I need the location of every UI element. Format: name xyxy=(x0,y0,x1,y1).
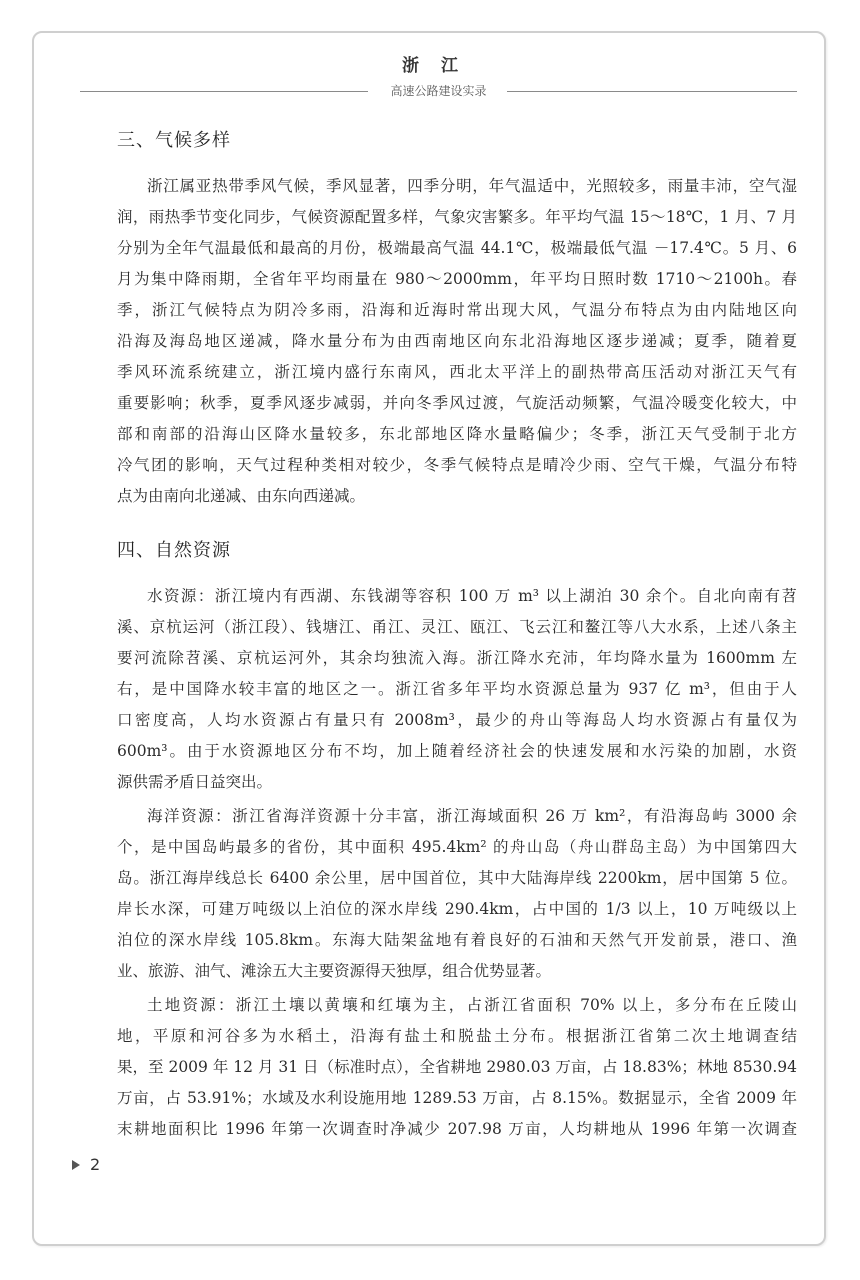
running-head xyxy=(0,56,860,76)
text-line: 岸长水深，可建万吨级以上泊位的深水岸线 290.4km，占中国的 1/3 以上，10 万吨级以上 xyxy=(117,900,797,918)
text-line: 地，平原和河谷多为水稻土，沿海有盐土和脱盐土分布。根据浙江省第二次土地调查结 xyxy=(117,1027,797,1045)
text-line: 海洋资源：浙江省海洋资源十分丰富，浙江海域面积 26 万 km²，有沿海岛屿 3000 余 xyxy=(147,807,797,825)
text-line: 冷气团的影响，天气过程种类相对较少，冬季气候特点是晴冷少雨、空气干燥，气温分布特 xyxy=(117,456,797,474)
text-line: 泊位的深水岸线 105.8km。东海大陆架盆地有着良好的石油和天然气开发前景，港口、渔 xyxy=(117,931,797,949)
text-line: 业、旅游、油气、滩涂五大主要资源得天独厚，组合优势显著。 xyxy=(117,962,552,980)
page-number-text: 2 xyxy=(90,1155,101,1174)
text-line: 分别为全年气温最低和最高的月份，极端最高气温 44.1℃，极端最低气温 －17.4℃。5 月、6 xyxy=(117,239,797,257)
text-line: 点为由南向北递减、由东向西递减。 xyxy=(117,487,366,505)
text-line: 果，至 2009 年 12 月 31 日（标准时点），全省耕地 2980.03 万亩，占 18.83%；林地 8530.94 xyxy=(117,1058,797,1076)
text-line: 沿海及海岛地区递减，降水量分布为由西南地区向东北沿海地区逐步递减；夏季，随着夏 xyxy=(117,332,797,350)
header-rule xyxy=(80,86,797,100)
text-line: 右，是中国降水较丰富的地区之一。浙江省多年平均水资源总量为 937 亿 m³，但由于人 xyxy=(117,680,797,698)
text-line: 重要影响；秋季，夏季风逐步减弱，并向冬季风过渡，气旋活动频繁，气温冷暖变化较大，中 xyxy=(117,394,797,412)
header-rule-right xyxy=(507,91,797,92)
text-line: 润，雨热季节变化同步，气候资源配置多样，气象灾害繁多。年平均气温 15～18℃，1 月、7 月 xyxy=(117,208,797,226)
book-title: 浙江 xyxy=(402,56,480,76)
triangle-right-icon xyxy=(72,1160,80,1170)
text-line: 部和南部的沿海山区降水量较多，东北部地区降水量略偏少；冬季，浙江天气受制于北方 xyxy=(117,425,797,443)
text-line: 土地资源：浙江土壤以黄壤和红壤为主，占浙江省面积 70% 以上，多分布在丘陵山 xyxy=(147,996,797,1014)
text-line: 岛。浙江海岸线总长 6400 余公里，居中国首位，其中大陆海岸线 2200km，居中国第 5 位。 xyxy=(117,869,797,887)
text-line: 浙江属亚热带季风气候，季风显著，四季分明，年气温适中，光照较多，雨量丰沛，空气湿 xyxy=(147,177,797,195)
text-line: 600m³。由于水资源地区分布不均，加上随着经济社会的快速发展和水污染的加剧，水资 xyxy=(117,742,797,760)
section-heading: 四、自然资源 xyxy=(117,540,231,561)
section-heading: 三、气候多样 xyxy=(117,130,231,151)
text-line: 个，是中国岛屿最多的省份，其中面积 495.4km² 的舟山岛（舟山群岛主岛）为中国第四大 xyxy=(117,838,797,856)
text-line: 要河流除苕溪、京杭运河外，其余均独流入海。浙江降水充沛，年均降水量为 1600mm 左 xyxy=(117,649,797,667)
text-line: 溪、京杭运河（浙江段）、钱塘江、甬江、灵江、瓯江、飞云江和鳌江等八大水系，上述八条主 xyxy=(117,618,797,636)
text-line: 口密度高，人均水资源占有量只有 2008m³，最少的舟山等海岛人均水资源占有量仅为 xyxy=(117,711,797,729)
page-number xyxy=(72,1155,100,1174)
series-title: 高速公路建设实录 xyxy=(390,84,487,98)
text-line: 末耕地面积比 1996 年第一次调查时净减少 207.98 万亩，人均耕地从 1996 年第一次调查 xyxy=(117,1120,797,1138)
text-line: 季风环流系统建立，浙江境内盛行东南风，西北太平洋上的副热带高压活动对浙江天气有 xyxy=(117,363,797,381)
text-line: 季，浙江气候特点为阴冷多雨，沿海和近海时常出现大风，气温分布特点为由内陆地区向 xyxy=(117,301,797,319)
text-line: 万亩，占 53.91%；水域及水利设施用地 1289.53 万亩，占 8.15%。数据显示，全省 2009 年 xyxy=(117,1089,797,1107)
text-line: 水资源：浙江境内有西湖、东钱湖等容积 100 万 m³ 以上湖泊 30 余个。自北向南有苕 xyxy=(147,587,797,605)
text-line: 月为集中降雨期，全省年平均雨量在 980～2000mm，年平均日照时数 1710～2100h。春 xyxy=(117,270,797,288)
text-line: 源供需矛盾日益突出。 xyxy=(117,773,273,791)
